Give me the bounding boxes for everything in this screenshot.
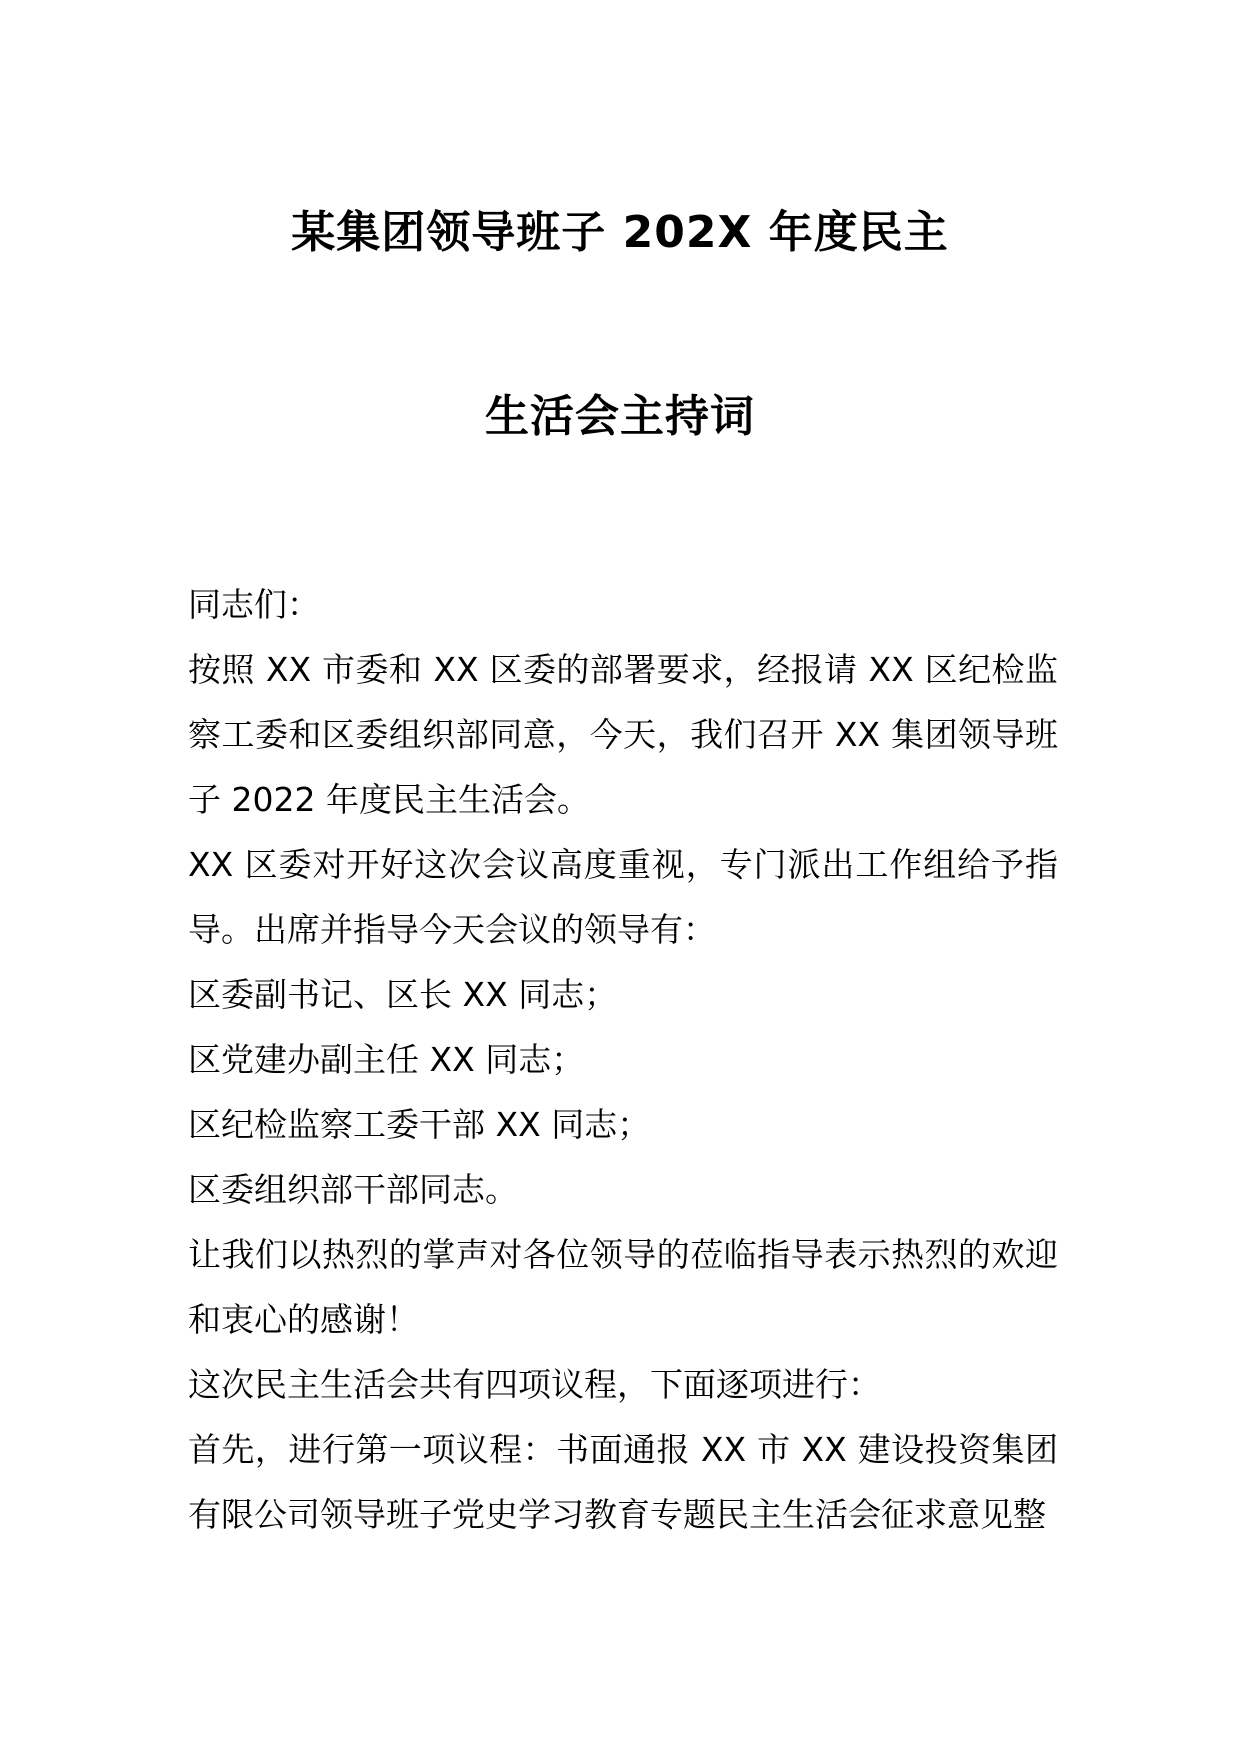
body-paragraph: 按照 XX 市委和 XX 区委的部署要求，经报请 XX 区纪检监察工委和区委组织部同意，今天，我们召开 XX 集团领导班子 2022 年度民主生活会。 [188, 650, 1058, 819]
attendee-line: 区党建办副主任 XX 同志； [188, 1040, 585, 1079]
salutation: 同志们： [188, 585, 320, 624]
document-title-line-1: 某集团领导班子 202X 年度民主 [291, 207, 949, 258]
body-paragraph: XX 区委对开好这次会议高度重视，专门派出工作组给予指导。出席并指导今天会议的领导有： [188, 845, 1058, 949]
body-paragraph: 让我们以热烈的掌声对各位领导的莅临指导表示热烈的欢迎和衷心的感谢！ [188, 1235, 1058, 1339]
body-paragraph: 首先，进行第一项议程：书面通报 XX 市 XX 建设投资集团有限公司领导班子党史学习教育专题民主生活会征求意见整 [188, 1430, 1058, 1534]
attendee-line: 区委组织部干部同志。 [188, 1170, 518, 1209]
document-body [188, 572, 1058, 1547]
attendee-line: 区委副书记、区长 XX 同志； [188, 975, 618, 1014]
document-title-line-2: 生活会主持词 [485, 391, 755, 442]
attendee-line: 区纪检监察工委干部 XX 同志； [188, 1105, 651, 1144]
body-paragraph: 这次民主生活会共有四项议程，下面逐项进行： [188, 1365, 881, 1404]
